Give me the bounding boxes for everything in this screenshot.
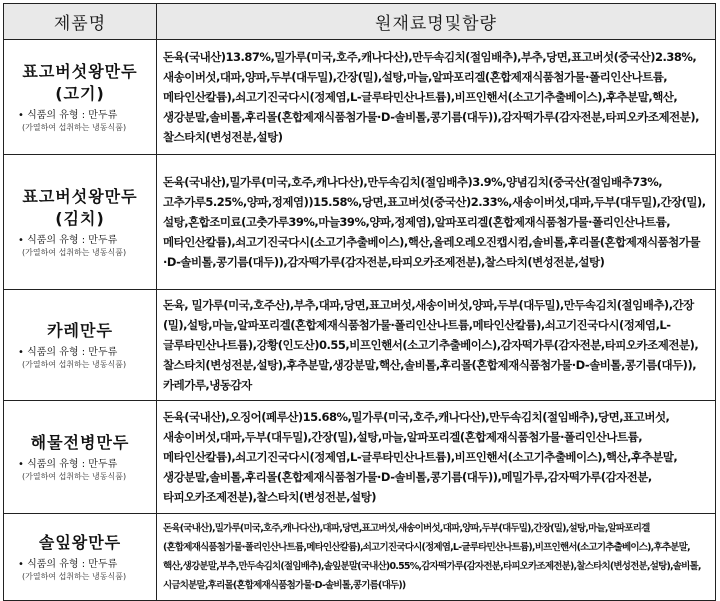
product-name-cell — [4, 290, 157, 401]
product-name: 표고버섯왕만두 — [22, 186, 138, 206]
product-name: 표고버섯왕만두 — [22, 61, 138, 81]
header-ingredients: 원재료명및함량 — [157, 4, 716, 40]
food-type: • 식품의 유형 : 만두류 — [18, 109, 118, 121]
product-name-cell — [4, 155, 157, 290]
product-variant: (고기) — [55, 83, 105, 103]
food-type-note: (가열하여 섭취하는 냉동식품) — [22, 571, 127, 581]
product-name: 카레만두 — [47, 320, 113, 340]
product-name: 솔잎왕만두 — [38, 532, 122, 552]
ingredients-table-container — [3, 3, 715, 601]
ingredients-cell: 돈육(국내산),오징어(페루산)15.68%,밀가루(미국,호주,캐나다산),만두속김치(절임배추),당면,표고버섯,새송이버섯,대파,두부(대두밀),간장(밀),설탕,마늘,알파포리겔(혼합제재식품첨가물·폴리인산나트륨,메타인산칼륨),쇠고기진국다시(정제염,L-글루타민산나트륨),비프인핸서(소고기추출베이스),핵산,후추분말,생강분말,솔비톨,후리몰(혼합제재식품첨가물·D-솔비톨,콩기름(대두)),메밀가루,감자떡가루(감자전분,타피오카조제전분),찰스타치(변성전분,설탕) — [157, 401, 716, 514]
product-name-cell — [4, 40, 157, 155]
product-variant: (김치) — [55, 208, 105, 228]
table-row — [4, 514, 716, 601]
food-type: • 식품의 유형 : 만두류 — [18, 558, 118, 570]
food-type: • 식품의 유형 : 만두류 — [18, 458, 118, 470]
ingredients-cell: 돈육(국내산),밀가루(미국,호주,캐나다산),대파,당면,표고버섯,새송이버섯,대파,양파,두부(대두밀),간장(밀),설탕,마늘,알파포리겔(혼합제재식품첨가물·폴리인산나트륨,메타인산칼륨),쇠고기진국다시(정제염,L-글루타민산나트륨),비프인핸서(소고기추출베이스),후추분말,핵산,생강분말,부추,만두속김치(절임배추),솔잎분말(국내산)0.55%,감자떡가루(감자전분,타피오카조제전분),찰스타치(변성전분,설탕),솔비톨,시금치분말,후리몰(혼합제재식품첨가물·D-솔비톨,콩기름(대두)) — [157, 514, 716, 601]
food-type-note: (가열하여 섭취하는 냉동식품) — [22, 247, 127, 257]
food-type-note: (가열하여 섭취하는 냉동식품) — [22, 359, 127, 369]
food-type-note: (가열하여 섭취하는 냉동식품) — [22, 122, 127, 132]
table-row — [4, 290, 716, 401]
food-type: • 식품의 유형 : 만두류 — [18, 234, 118, 246]
product-name: 해물전병만두 — [30, 432, 130, 452]
header-product-name: 제품명 — [4, 4, 157, 40]
ingredients-cell: 돈육(국내산),밀가루(미국,호주,캐나다산),만두속김치(절임배추)3.9%,양념김치(중국산(절임배추73%,고추가루5.25%,양파,정제염))15.58%,당면,표고버섯(중국산)2.33%,새송이버섯,대파,두부(대두밀),간장(밀),설탕,혼합조미료(고춧가루39%,마늘39%,양파,정제염),알파포리겔(혼합제재식품첨가물·폴리인산나트륨,메타인산칼륨),쇠고기진국다시(소고기추출베이스),핵산,올레오레오진캡시컴,솔비톨,후리몰(혼합제재식품첨가물·D-솔비톨,콩기름(대두)),감자떡가루(감자전분,타피오카조제전분),찰스타치(변성전분,설탕) — [157, 155, 716, 290]
ingredients-cell: 돈육(국내산)13.87%,밀가루(미국,호주,캐나다산),만두속김치(절임배추),부추,당면,표고버섯(중국산)2.38%,새송이버섯,대파,양파,두부(대두밀),간장(밀),설탕,마늘,알파포리겔(혼합제재식품첨가물·폴리인산나트륨,메타인산칼륨),쇠고기진국다시(정제염,L-글루타민산나트륨),비프인핸서(소고기추출베이스),후추분말,핵산,생강분말,솔비톨,후리몰(혼합제재식품첨가물·D-솔비톨,콩기름(대두)),감자떡가루(감자전분,타피오카조제전분),찰스타치(변성전분,설탕) — [157, 40, 716, 155]
food-type-note: (가열하여 섭취하는 냉동식품) — [22, 471, 127, 481]
food-type: • 식품의 유형 : 만두류 — [18, 346, 118, 358]
ingredients-cell: 돈육, 밀가루(미국,호주산),부추,대파,당면,표고버섯,새송이버섯,양파,두부(대두밀),만두속김치(절임배추),간장(밀),설탕,마늘,알파포리겔(혼합제재식품첨가물·폴리인산나트륨,메타인산칼륨),쇠고기진국다시(정제염,L-글루타민산나트륨),강황(인도산)0.55,비프인핸서(소고기추출베이스),감자떡가루(감자전분,타피오카조제전분),찰스타치(변성전분,설탕),후추분말,생강분말,핵산,솔비톨,후리몰(혼합제재식품첨가물·D-솔비톨,콩기름(대두)),카레가루,냉동감자 — [157, 290, 716, 401]
table-row — [4, 155, 716, 290]
table-row — [4, 40, 716, 155]
ingredients-table — [3, 3, 716, 601]
product-name-cell — [4, 401, 157, 514]
table-header-row — [4, 4, 716, 40]
product-name-cell — [4, 514, 157, 601]
table-row — [4, 401, 716, 514]
